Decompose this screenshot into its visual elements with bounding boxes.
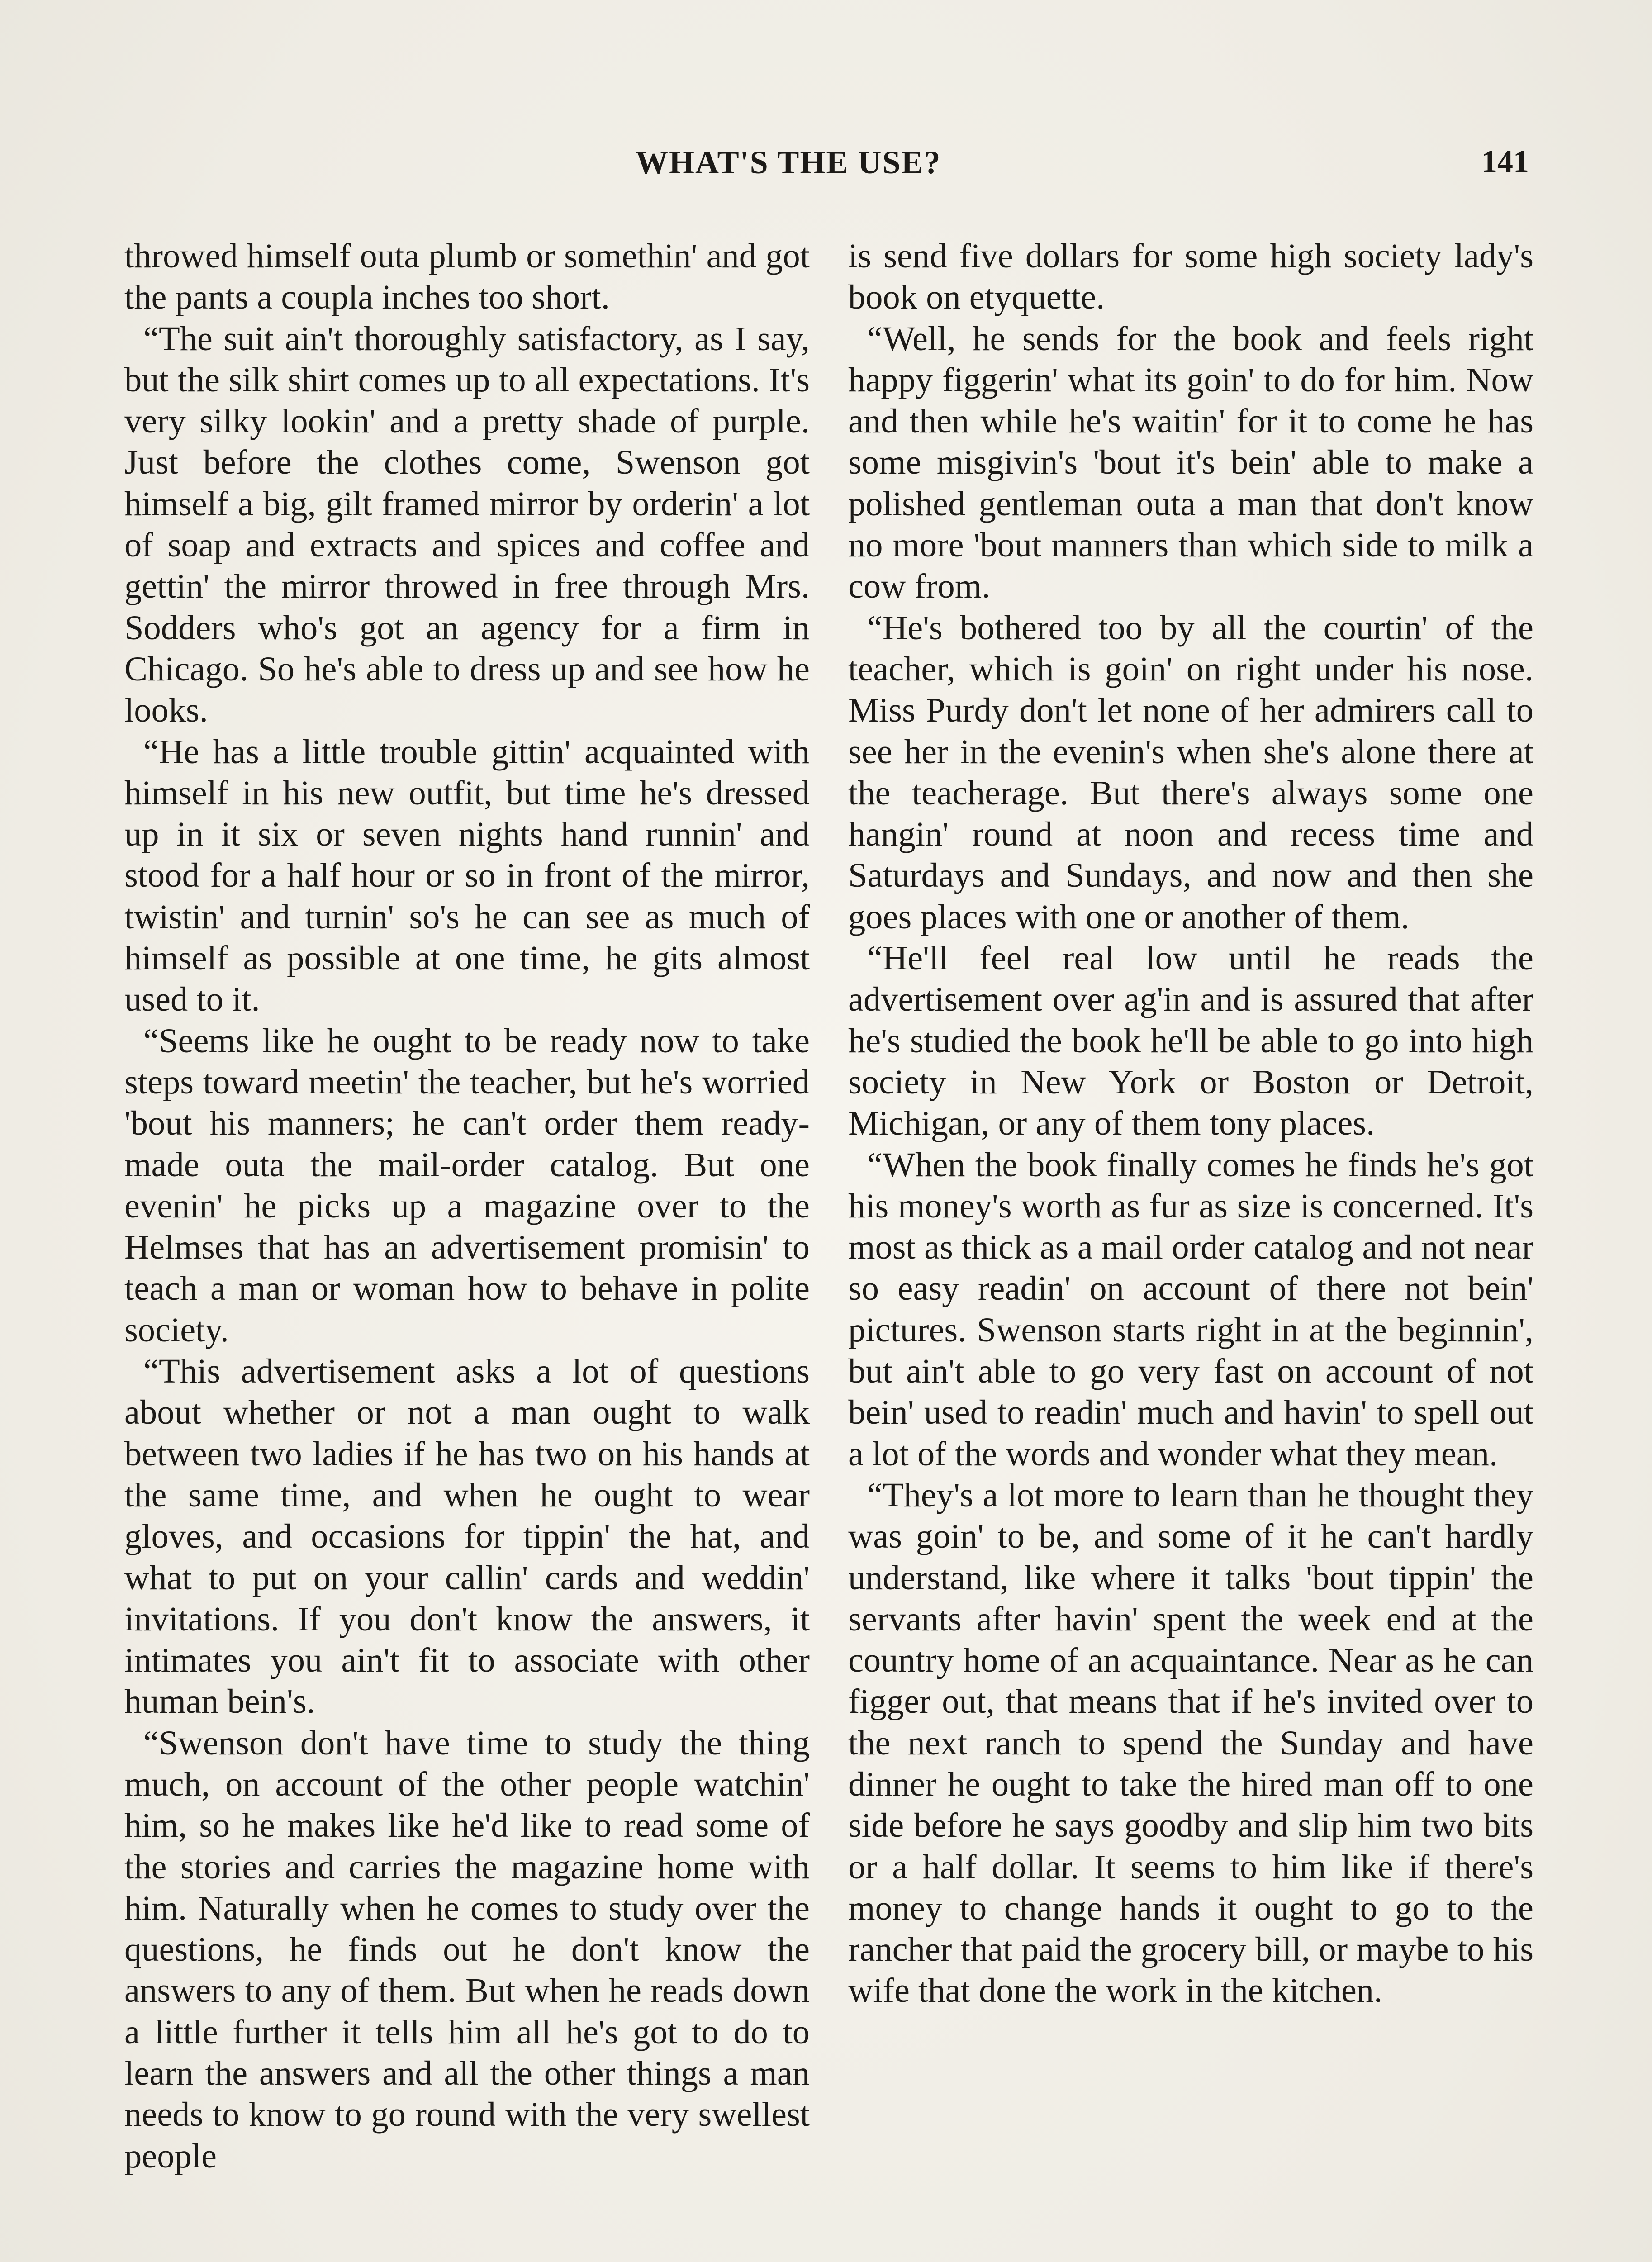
paragraph: “The suit ain't thoroughly satisfactory, as I say, but the silk shirt comes up to all expectations. It's very silky lookin' and a pretty shade of purple. Just before the clothes come, Swenson got himself a big, gilt framed mirror by orderin' a lot of soap and extracts and spices and coffee and gettin' the mirror throwed in free through Mrs. Sodders who's got an agency for a firm in Chicago. So he's able to dress up and see how he looks. <box>124 319 810 730</box>
page-number: 141 <box>1481 144 1529 179</box>
paragraph: “He has a little trouble gittin' acquainted with himself in his new outfit, but time he's dressed up in it six or seven nights hand runnin' and stood for a half hour or so in front of the mirror, twistin' and turnin' so's he can see as much of himself as possible at one time, he gits almost used to it. <box>124 732 810 1019</box>
paragraph: “When the book finally comes he finds he's got his money's worth as fur as size is concerned. It's most as thick as a mail order catalog and not near so easy readin' on account of there not bein' pictures. Swenson starts right in at the beginnin', but ain't able to go very fast on account of not bein' used to readin' much and havin' to spell out a lot of the words and wonder what they mean. <box>848 1145 1533 1473</box>
paragraph: throwed himself outa plumb or somethin' and got the pants a coupla inches too short. <box>124 237 810 317</box>
paragraph: is send five dollars for some high society lady's book on etyquette. <box>848 237 1533 317</box>
paragraph: “He's bothered too by all the courtin' of the teacher, which is goin' on right under his nose. Miss Purdy don't let none of her admirers call to see her in the evenin's when she's alone there at the teacherage. But there's always some one hangin' round at noon and recess time and Saturdays and Sundays, and now and then she goes places with one or another of them. <box>848 608 1533 936</box>
paragraph: “Seems like he ought to be ready now to take steps toward meetin' the teacher, but he's worried 'bout his manners; he can't order them ready-made outa the mail-order catalog. But one evenin' he picks up a magazine over to the Helmses that has an advertisement promisin' to teach a man or woman how to behave in polite society. <box>124 1021 810 1349</box>
paragraph: “Swenson don't have time to study the thing much, on account of the other people watchin' him, so he makes like he'd like to read some of the stories and carries the magazine home with him. Naturally when he comes to study over the questions, he finds out he don't know the answers to any of them. But when he reads down a little further it tells him all he's got to do to learn the answers and all the other things a man needs to know to go round with the very swellest people <box>124 1723 810 2175</box>
paragraph: “He'll feel real low until he reads the advertisement over ag'in and is assured that after he's studied the book he'll be able to go into high society in New York or Boston or Detroit, Michigan, or any of them tony places. <box>848 939 1533 1143</box>
right-text-column <box>848 235 1533 2011</box>
paragraph: “They's a lot more to learn than he thought they was goin' to be, and some of it he can't hardly understand, like where it talks 'bout tippin' the servants after havin' spent the week end at the country home of an acquaintance. Near as he can figger out, that means that if he's invited over to the next ranch to spend the Sunday and have dinner he ought to take the hired man off to one side before he says goodby and slip him two bits or a half dollar. It seems to him like if there's money to change hands it ought to go to the rancher that paid the grocery bill, or maybe to his wife that done the work in the kitchen. <box>848 1475 1533 2010</box>
running-head-title: WHAT'S THE USE? <box>636 144 941 181</box>
paragraph: “This advertisement asks a lot of questions about whether or not a man ought to walk between two ladies if he has two on his hands at the same time, and when he ought to wear gloves, and occasions for tippin' the hat, and what to put on your callin' cards and weddin' invitations. If you don't know the answers, it intimates you ain't fit to associate with other human bein's. <box>124 1352 810 1721</box>
left-text-column <box>124 235 810 2176</box>
paragraph: “Well, he sends for the book and feels right happy figgerin' what its goin' to do for him. Now and then while he's waitin' for it to come he has some misgivin's 'bout it's bein' able to make a polished gentleman outa a man that don't know no more 'bout manners than which side to milk a cow from. <box>848 319 1533 606</box>
